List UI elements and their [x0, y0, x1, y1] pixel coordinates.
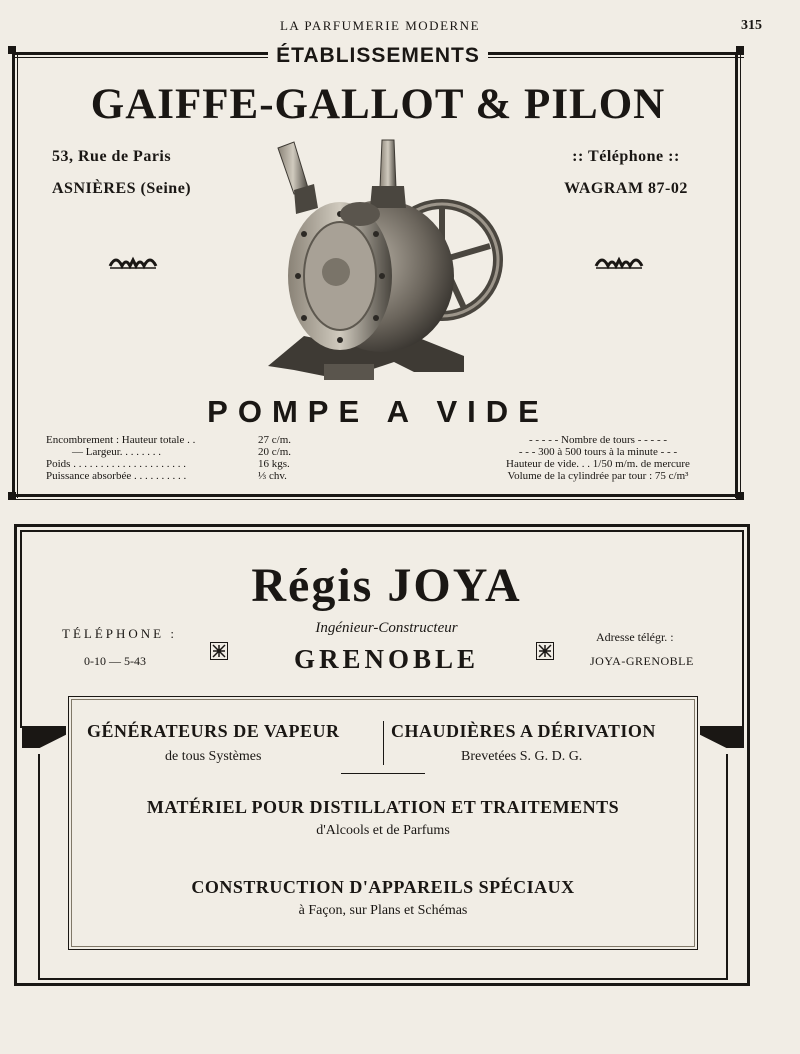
spec-value: 27 c/m. [258, 434, 291, 446]
establishments-heading: ÉTABLISSEMENTS [12, 44, 744, 68]
profession: Ingénieur-Constructeur [315, 620, 458, 636]
spec-value: 16 kgs. [258, 458, 290, 470]
running-header [0, 18, 800, 38]
flourish-ornament-icon [594, 252, 644, 272]
spec-value: ⅓ chv. [258, 470, 287, 482]
journal-title: LA PARFUMERIE MODERNE [279, 18, 481, 33]
city: GRENOBLE [293, 644, 480, 674]
spec-row: - - - - - Nombre de tours - - - - - [528, 434, 668, 446]
spec-row: Volume de la cylindrée par tour : 75 c/m³ [507, 470, 689, 482]
phone-number: WAGRAM 87-02 [564, 180, 688, 197]
services-box [68, 696, 698, 950]
vacuum-pump-illustration [264, 136, 504, 392]
section-heading: MATÉRIEL POUR DISTILLATION ET TRAITEMENTS [146, 797, 620, 817]
section-heading: GÉNÉRATEURS DE VAPEUR [87, 721, 340, 741]
spec-row [46, 458, 316, 470]
spec-label: Puissance absorbée . . . . . . . . . . [46, 470, 187, 482]
advertisement-regis-joya [14, 524, 756, 992]
spec-row: Hauteur de vide. . . 1/50 m/m. de mercure [506, 458, 690, 470]
section-divider [383, 721, 384, 765]
spec-label: Poids . . . . . . . . . . . . . . . . . . . . . [46, 458, 186, 470]
section-heading: CHAUDIÈRES A DÉRIVATION [391, 721, 656, 741]
spec-label: Encombrement : Hauteur totale . . [46, 434, 196, 446]
specs-left [46, 434, 316, 482]
short-rule [341, 773, 425, 774]
frame-bottom-rule [12, 494, 744, 500]
section-subheading: d'Alcools et de Parfums [316, 823, 450, 838]
phone-label: TÉLÉPHONE : [62, 626, 177, 641]
section-subheading: de tous Systèmes [165, 749, 262, 764]
company-name: Régis JOYA [251, 559, 522, 612]
section-heading: CONSTRUCTION D'APPAREILS SPÉCIAUX [191, 877, 575, 897]
company-name: GAIFFE-GALLOT & PILON [90, 81, 666, 128]
spec-value: 20 c/m. [258, 446, 291, 458]
spec-row [46, 446, 316, 458]
square-ornament-icon [536, 642, 554, 660]
flourish-ornament-icon [108, 252, 158, 272]
advertisement-gaiffe-gallot-pilon [12, 42, 744, 510]
telegram-label: Adresse télégr. : [596, 630, 674, 644]
corner-ornament [736, 492, 744, 500]
telegram-address: JOYA-GRENOBLE [590, 654, 694, 668]
spec-label: — Largeur. . . . . . . . [72, 446, 162, 458]
spec-row [46, 470, 316, 482]
square-ornament-icon [210, 642, 228, 660]
spec-row: - - - 300 à 500 tours à la minute - - - [518, 446, 678, 458]
page-number: 315 [741, 18, 762, 33]
product-title: POMPE A VIDE [207, 394, 549, 429]
corner-ornament [8, 492, 16, 500]
phone-numbers: 0-10 — 5-43 [84, 654, 146, 668]
spec-row [46, 434, 316, 446]
address-city: ASNIÈRES (Seine) [52, 180, 192, 197]
section-subheading: Brevetées S. G. D. G. [461, 749, 583, 764]
specs-right [478, 434, 718, 482]
section-subheading: à Façon, sur Plans et Schémas [298, 903, 468, 918]
address-street: 53, Rue de Paris [52, 148, 172, 165]
phone-label: :: Téléphone :: [572, 148, 680, 165]
